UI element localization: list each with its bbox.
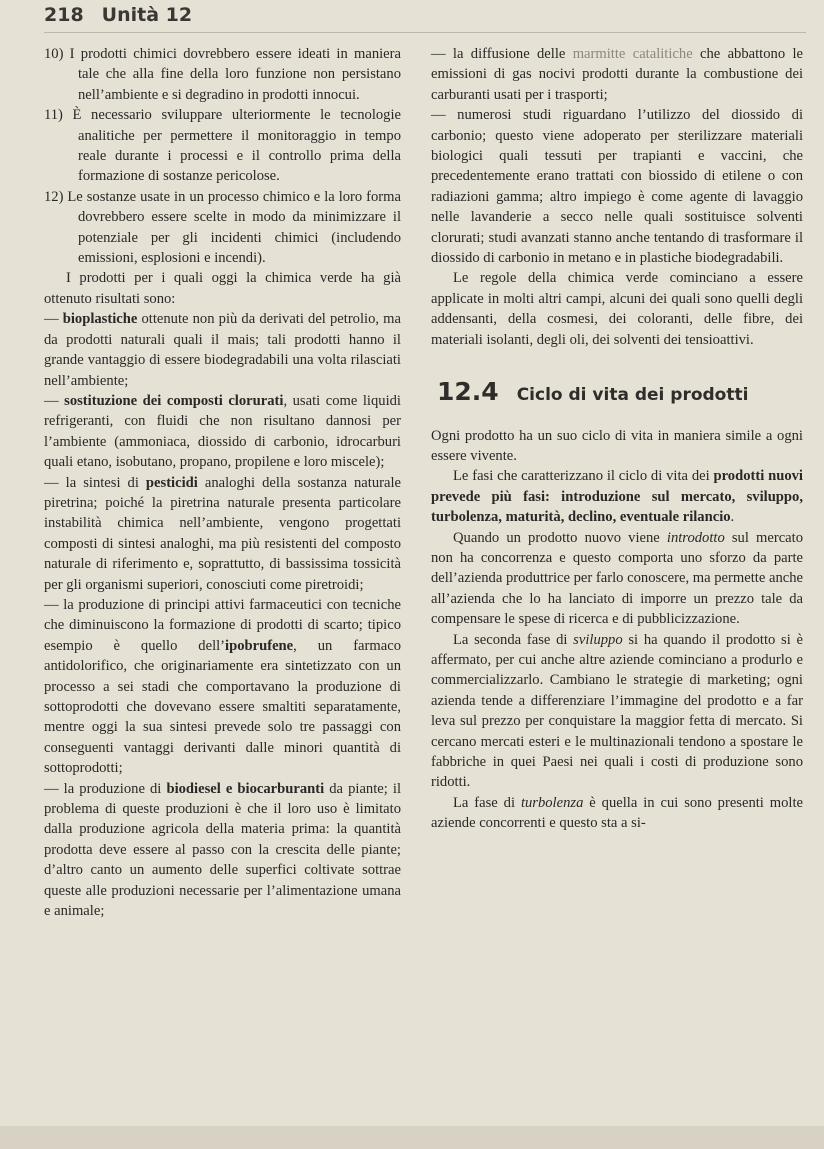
term-sviluppo: sviluppo xyxy=(573,631,623,648)
paragraph-introduzione: Quando un prodotto nuovo viene introdotto sul mercato non ha concorrenza e questo comporta uno sforzo da parte dell’azienda produttrice per farlo conoscere, ma permette anche all’azienda che lo ha lanciato di imporre un prezzo tale da compensare le spese di ricerca e di pubblicizzazione. xyxy=(431,529,803,628)
principle-11: 11) È necessario sviluppare ulteriormente le tecnologie analitiche per permettere il monitoraggio in tempo reale durante i processi e il controllo prima della formazione di sostanze pericolose. xyxy=(44,107,401,185)
list-item-pesticidi: — la sintesi di pesticidi analoghi della sostanza naturale piretrina; poiché la piretrina naturale presenta particolare instabilità chimica nell’ambiente, vengono progettati composti di sintesi analoghi, ma più resistenti del composto naturale di riferimento e, soprattutto, di bassissima tossicità per gli organismi superiori, conosciuti come piretroidi; xyxy=(44,474,401,593)
paragraph-ciclo: Ogni prodotto ha un suo ciclo di vita in maniera simile a ogni essere vivente. xyxy=(431,427,803,464)
paragraph-fasi: Le fasi che caratterizzano il ciclo di vita dei prodotti nuovi prevede più fasi: introduzione sul mercato, sviluppo, turbolenza, maturità, declino, eventuale rilancio. xyxy=(431,468,803,526)
term-clorurati: sostituzione dei composti clorurati xyxy=(64,392,284,409)
principle-12: 12) Le sostanze usate in un processo chimico e la loro forma dovrebbero essere scelte in modo da minimizzare il potenziale per gli incidenti chimici (includendo emissioni, esplosioni e incendi). xyxy=(44,188,401,267)
term-ipobrufene: ipobrufene xyxy=(225,637,294,654)
unit-title: Unità 12 xyxy=(101,4,193,26)
section-title: Ciclo di vita dei prodotti xyxy=(516,385,749,406)
term-introdotto: introdotto xyxy=(666,529,725,546)
term-bioplastiche: bioplastiche xyxy=(62,311,138,328)
paragraph-turbolenza: La fase di turbolenza è quella in cui sono presenti molte aziende concorrenti e questo sta a si- xyxy=(431,794,803,832)
principle-10: 10) I prodotti chimici dovrebbero essere ideati in maniera tale che alla fine della loro funzione non persistano nell’ambiente e si degradino in prodotti innocui. xyxy=(44,46,401,103)
term-marmitte: marmitte catalitiche xyxy=(572,46,693,62)
right-column xyxy=(431,44,803,834)
list-item-farmaceutici: — la produzione di principi attivi farmaceutici con tecniche che diminuiscono la formazione di prodotti di scarto; tipico esempio è quello dell’ipobrufene, un farmaco antidolorifico, che originariamente era sintetizzato con un processo a sei stadi che comportavano la produzione di sottoprodotti che dovevano essere smaltiti separatamente, mentre oggi la sua sintesi prevede solo tre passaggi con conseguenti vantaggi derivanti dalle minori quantità di sottoprodotti; xyxy=(44,596,402,777)
left-column xyxy=(44,44,401,921)
list-item-marmitte: — la diffusione delle marmitte catalitiche che abbattono le emissioni di gas nocivi prodotti durante la combustione dei carburanti usati per i trasporti; xyxy=(431,46,803,103)
list-item-biodiesel: — la produzione di biodiesel e biocarburanti da piante; il problema di queste produzioni è che il loro uso è limitato dalla produzione agricola della materia prima: la quantità prodotta deve essere al passo con la crescita delle piante; d’altro canto un aumento delle superfici coltivate sottrae queste alle produzioni necessarie per l’alimentazione umana e animale; xyxy=(44,780,401,920)
list-item-clorurati: — sostituzione dei composti clorurati, usati come liquidi refrigeranti, con fluidi che non risultano dannosi per l’ambiente (ammoniaca, diossido di carbonio, idrocarburi quali etano, isobutano, propano, propilene e loro miscele); xyxy=(44,392,401,471)
term-pesticidi: pesticidi xyxy=(145,474,198,491)
list-item-diossido: — numerosi studi riguardano l’utilizzo del diossido di carbonio; questo viene adoperato per sterilizzare materiali biologici quali tessuti per trapianti e vaccini, che precedentemente erano trattati con biossido di etilene o con radiazioni gamma; altro impiego è come agente di lavaggio nelle lavanderie a secco nelle quali sostituisce solventi clorurati; studi avanzati stanno anche tentando di trasformare il diossido di carbonio in metano e in plastiche biodegradabili. xyxy=(431,107,803,267)
section-heading xyxy=(437,377,803,407)
term-turbolenza: turbolenza xyxy=(520,794,584,811)
header-rule xyxy=(44,32,806,33)
term-biodiesel: biodiesel e biocarburanti xyxy=(166,780,325,797)
list-item-bioplastiche: — bioplastiche ottenute non più da derivati del petrolio, ma da prodotti naturali quali il mais; tali prodotti hanno il grande vantaggio di essere biodegradabili una volta rilasciati nell’ambiente; xyxy=(44,311,401,389)
results-intro: I prodotti per i quali oggi la chimica verde ha già ottenuto risultati sono: xyxy=(44,270,401,307)
term-diossido: diossido di carbonio xyxy=(431,107,803,144)
paragraph-regole: Le regole della chimica verde cominciano a essere applicate in molti altri campi, alcuni dei quali sono quelli degli addensanti, della cosmesi, dei coloranti, delle fibre, dei materiali isolanti, degli oli, dei solventi dei tensioattivi. xyxy=(431,270,803,348)
page-bottom-shadow xyxy=(0,1126,824,1149)
term-fasi: prodotti nuovi prevede più fasi: introduzione sul mercato, sviluppo, turbolenza, maturità, declino, eventuale rilancio xyxy=(431,468,803,526)
page-number: 218 xyxy=(44,4,84,26)
section-number: 12.4 xyxy=(437,377,499,407)
page-header xyxy=(44,4,192,32)
paragraph-sviluppo: La seconda fase di sviluppo si ha quando il prodotto si è affermato, per cui anche altre aziende cominciano a produrlo e commercializzarlo. Cambiano le strategie di marketing; ogni azienda tende a differenziare l’immagine del prodotto e a far leva sul prezzo per conquistare la maggior fetta di mercato. Si cercano mercati esteri e le multinazionali tendono a spostare le fabbriche in quei Paesi nei quali i costi di produzione sono ridotti. xyxy=(431,631,803,791)
